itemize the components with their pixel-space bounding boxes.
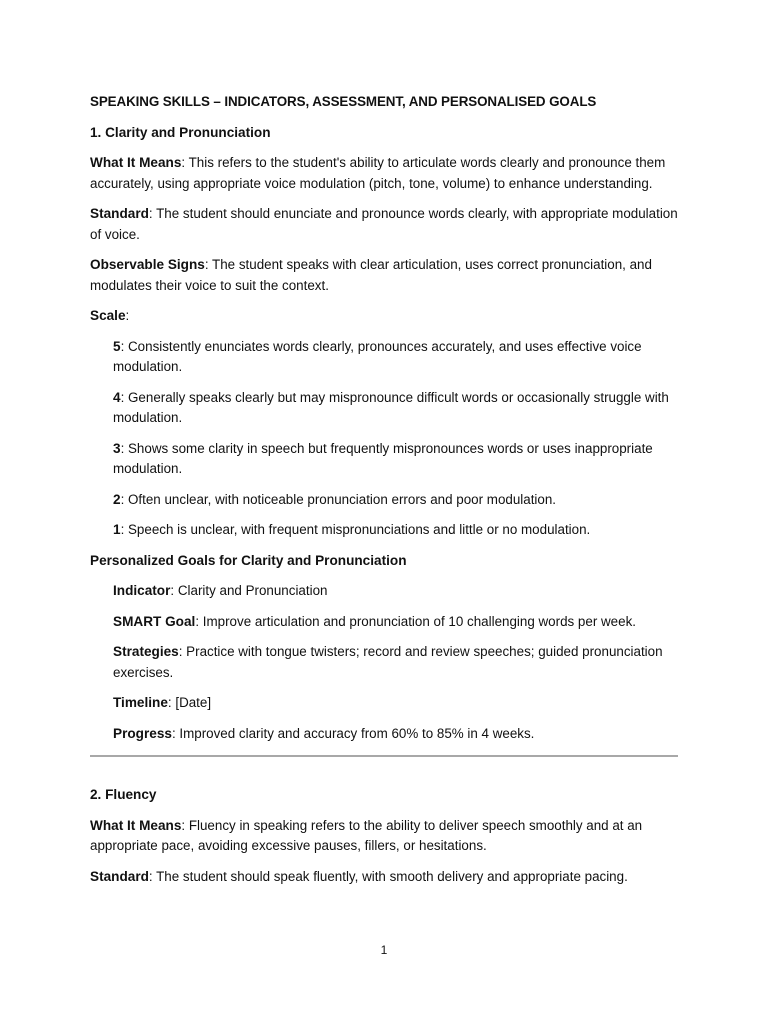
standard-paragraph [90,204,680,245]
goal-smart [113,612,680,633]
standard-text: : The student should enunciate and pronounce words clearly, with appropriate modulation of voice. [90,206,678,242]
section-divider [90,755,678,757]
section-heading-fluency: 2. Fluency [90,787,157,802]
observable-signs-label: Observable Signs [90,257,205,272]
standard-label: Standard [90,206,149,221]
progress-label: Progress [113,725,172,741]
scale-level: 4 [113,389,121,405]
goal-timeline [113,693,680,714]
scale-level: 2 [113,491,121,507]
document-title: SPEAKING SKILLS – INDICATORS, ASSESSMENT, AND PERSONALISED GOALS [90,94,597,109]
timeline-text: : [Date] [167,695,212,710]
fluency-what-it-means-label: What It Means [90,817,182,833]
fluency-standard-text: : The student should speak fluently, with smooth delivery and appropriate pacing. [148,868,628,884]
scale-item-3 [113,439,680,480]
scale-level: 1 [113,522,121,537]
fluency-standard-label: Standard [90,868,149,884]
personalized-goals-heading: Personalized Goals for Clarity and Pronunciation [90,552,407,568]
scale-paragraph [90,306,680,327]
scale-description: : Shows some clarity in speech but frequently mispronounces words or uses inappropriate modulation. [113,440,653,476]
page-number: 1 [380,943,388,957]
scale-item-4 [113,388,680,429]
indicator-label: Indicator [113,583,171,598]
section-heading-clarity: 1. Clarity and Pronunciation [90,124,271,140]
scale-level: 3 [113,440,121,456]
what-it-means-paragraph [90,153,680,194]
smart-goal-text: : Improve articulation and pronunciation of 10 challenging words per week. [195,613,636,629]
scale-description: : Consistently enunciates words clearly, pronounces accurately, and uses effective voice modulation. [113,338,642,374]
scale-label: Scale [90,308,126,323]
document-page [90,92,680,887]
fluency-standard-paragraph [90,867,680,888]
scale-item-1 [113,520,680,541]
what-it-means-text: : This refers to the student's ability to articulate words clearly and pronounce them accurately, using appropriate voice modulation (pitch, tone, volume) to enhance understanding. [90,155,666,191]
scale-description: : Often unclear, with noticeable pronunciation errors and poor modulation. [120,491,557,507]
scale-description: : Generally speaks clearly but may mispronounce difficult words or occasionally struggle with modulation. [113,389,669,425]
scale-item-5 [113,337,680,378]
goal-strategies [113,642,680,683]
scale-description: : Speech is unclear, with frequent mispronunciations and little or no modulation. [120,522,591,537]
progress-text: : Improved clarity and accuracy from 60% to 85% in 4 weeks. [171,725,535,741]
observable-signs-text: : The student speaks with clear articulation, uses correct pronunciation, and modulates their voice to suit the context. [90,257,652,293]
observable-signs-paragraph [90,255,680,296]
smart-goal-label: SMART Goal [113,613,196,629]
goal-progress [113,724,680,745]
strategies-text: : Practice with tongue twisters; record and review speeches; guided pronunciation exercises. [113,644,663,680]
timeline-label: Timeline [113,695,168,710]
fluency-what-it-means-paragraph [90,816,680,857]
scale-item-2 [113,490,680,511]
scale-level: 5 [113,338,121,354]
indicator-text: : Clarity and Pronunciation [170,583,328,598]
fluency-what-it-means-text: : Fluency in speaking refers to the ability to deliver speech smoothly and at an appropriate pace, avoiding excessive pauses, fillers, or hesitations. [90,817,643,853]
strategies-label: Strategies [113,644,179,659]
what-it-means-label: What It Means [90,155,182,170]
scale-colon: : [125,308,130,323]
goal-indicator [113,581,680,602]
